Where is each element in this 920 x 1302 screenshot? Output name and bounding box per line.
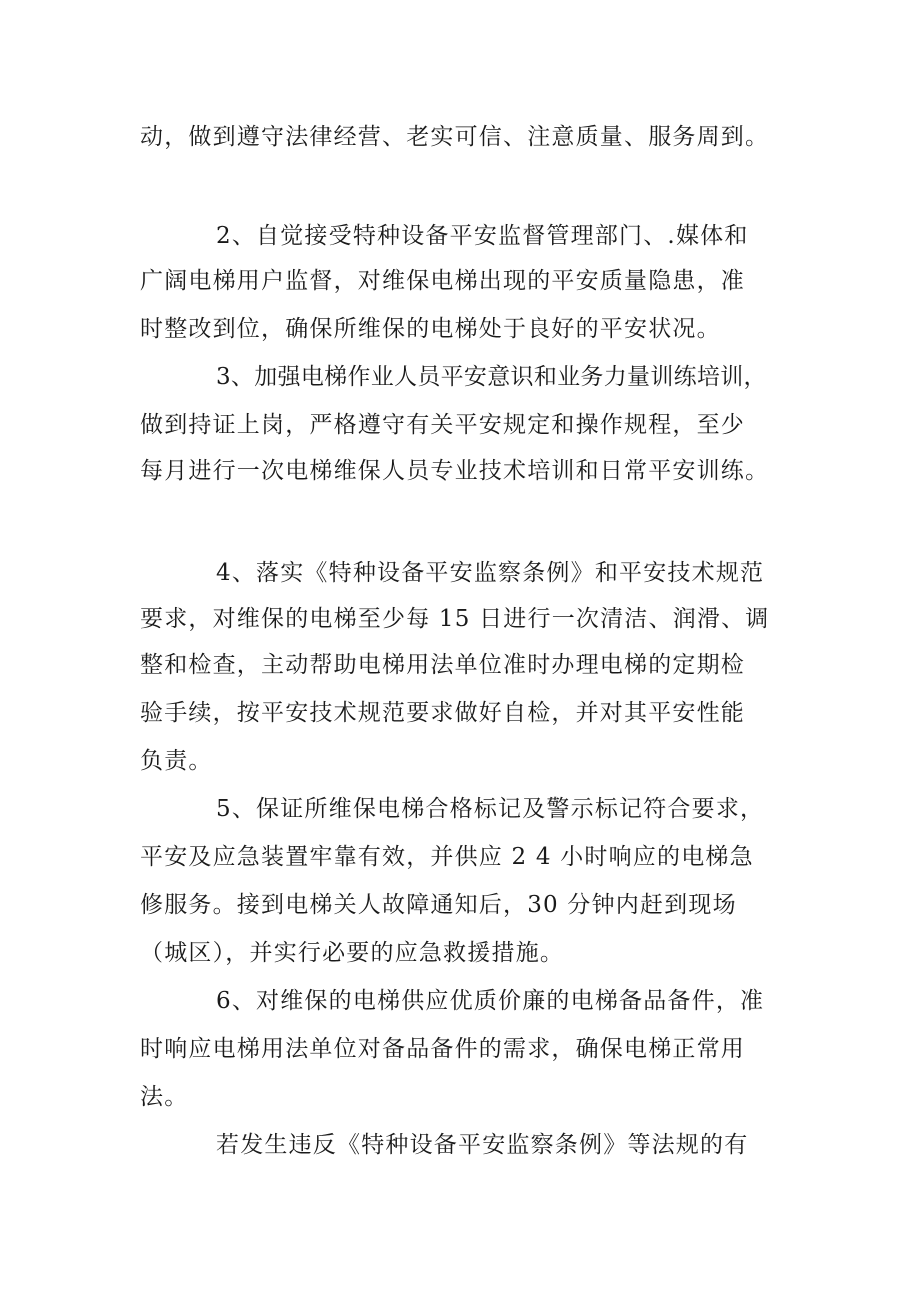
- text-line: 4、落实《特种设备平安监察条例》和平安技术规范: [216, 560, 765, 586]
- text-line: 法。: [140, 1084, 189, 1110]
- text-line: 验手续，按平安技术规范要求做好自检，并对其平安性能: [140, 700, 745, 726]
- text-line: 修服务。接到电梯关人故障通知后，30 分钟内赶到现场: [140, 892, 737, 918]
- text-line: 5、保证所维保电梯合格标记及警示标记符合要求，: [216, 796, 765, 822]
- text-line: 动，做到遵守法律经营、老实可信、注意质量、服务周到。: [140, 124, 770, 150]
- text-line: 广阔电梯用户监督，对维保电梯出现的平安质量隐患，准: [140, 268, 745, 294]
- text-line: 若发生违反《特种设备平安监察条例》等法规的有: [216, 1132, 749, 1158]
- text-line: 2、自觉接受特种设备平安监督管理部门、.媒体和: [216, 223, 749, 249]
- text-line: 6、对维保的电梯供应优质价廉的电梯备品备件，准: [216, 988, 765, 1014]
- text-line: 整和检查，主动帮助电梯用法单位准时办理电梯的定期检: [140, 652, 745, 678]
- text-line: 平安及应急装置牢靠有效，并供应 2 4 小时响应的电梯急: [140, 844, 754, 870]
- text-line: 时整改到位，确保所维保的电梯处于良好的平安状况。: [140, 316, 721, 342]
- text-line: 负责。: [140, 748, 213, 774]
- text-line: 要求，对维保的电梯至少每 15 日进行一次清洁、润滑、调: [140, 606, 770, 632]
- text-line: （城区），并实行必要的应急救援措施。: [140, 940, 565, 966]
- text-line: 3、加强电梯作业人员平安意识和业务力量训练培训，: [216, 364, 767, 390]
- text-line: 时响应电梯用法单位对备品备件的需求，确保电梯正常用: [140, 1036, 745, 1062]
- text-line: 做到持证上岗，严格遵守有关平安规定和操作规程，至少: [140, 412, 745, 438]
- text-line: 每月进行一次电梯维保人员专业技术培训和日常平安训练。: [140, 458, 770, 484]
